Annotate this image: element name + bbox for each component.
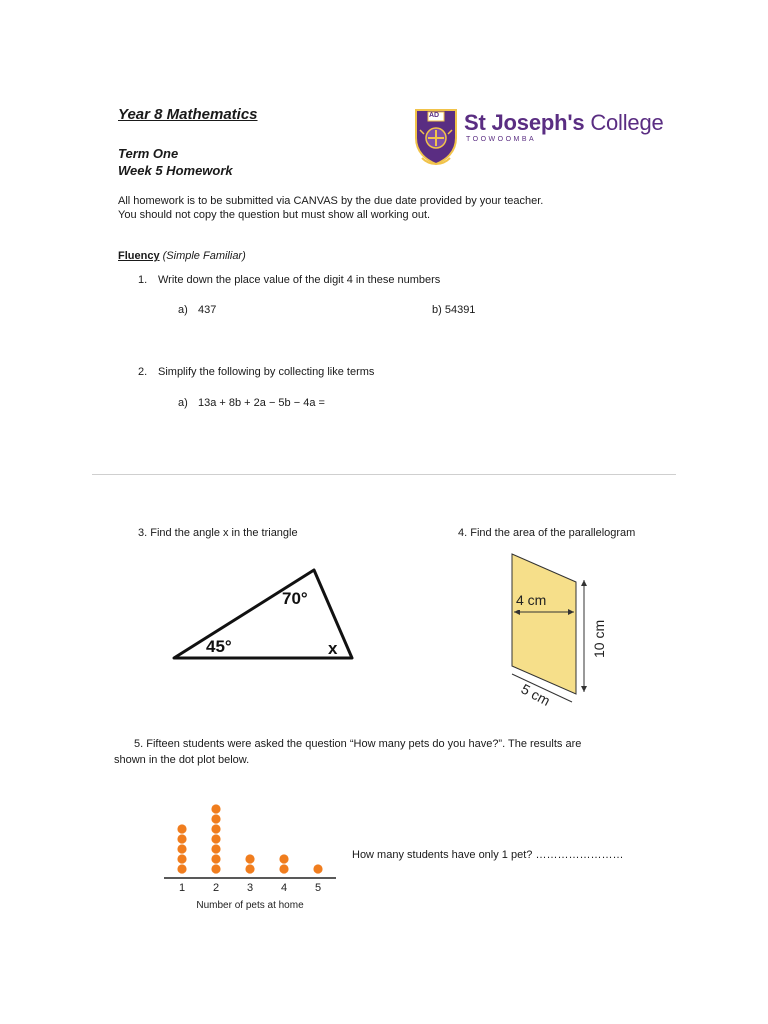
dot-2-1: [211, 864, 220, 873]
dot-5-1: [313, 864, 322, 873]
triangle-angle-right: x: [328, 639, 338, 658]
dot-plot-dots: [177, 804, 322, 873]
instruction-line-2: You should not copy the question but must show all working out.: [118, 209, 431, 221]
dot-2-7: [211, 804, 220, 813]
tick-label-5: 5: [314, 882, 322, 894]
q2-number: 2.: [138, 366, 148, 378]
dot-1-2: [177, 854, 186, 863]
college-name-part1: St Joseph's: [464, 110, 585, 135]
tick-label-1: 1: [178, 882, 186, 894]
tick-label-2: 2: [212, 882, 220, 894]
q5-line-2: shown in the dot plot below.: [114, 754, 250, 766]
dot-2-4: [211, 834, 220, 843]
week-label: Week 5 Homework: [118, 163, 233, 178]
section-subheading: (Simple Familiar): [162, 250, 246, 262]
q2-a-value: 13a + 8b + 2a − 5b − 4a =: [198, 397, 325, 409]
q5-prompt: How many students have only 1 pet? ……………………: [352, 849, 624, 861]
section-heading: [118, 249, 246, 263]
parallelogram-diagram: [500, 550, 610, 710]
triangle-diagram: [168, 562, 358, 666]
q4-text: 4. Find the area of the parallelogram: [458, 527, 636, 539]
dot-plot-x-label: Number of pets at home: [196, 900, 304, 911]
dot-plot-chart: [158, 786, 342, 914]
dot-3-2: [245, 854, 254, 863]
triangle-angle-left: 45°: [206, 637, 232, 656]
triangle-angle-top: 70°: [282, 589, 308, 608]
dot-4-1: [279, 864, 288, 873]
term-label: Term One: [118, 146, 179, 161]
dot-2-5: [211, 824, 220, 833]
q1-b-value: b) 54391: [432, 304, 476, 316]
base-label: 4 cm: [516, 592, 547, 608]
height-arrow-top: [581, 580, 587, 586]
college-name-part2: College: [584, 110, 664, 135]
dot-2-6: [211, 814, 220, 823]
page-divider: [92, 474, 676, 475]
college-location: TOOWOOMBA: [466, 136, 537, 143]
height-label: 10 cm: [591, 619, 607, 658]
q3-text: 3. Find the angle x in the triangle: [138, 527, 298, 539]
q1-a-value: 437: [198, 304, 217, 316]
height-arrow-bottom: [581, 686, 587, 692]
dot-2-3: [211, 844, 220, 853]
dot-plot-tick-labels: [179, 882, 321, 894]
dot-1-4: [177, 834, 186, 843]
section-heading-label: Fluency: [118, 250, 160, 262]
dot-1-5: [177, 824, 186, 833]
tick-label-3: 3: [246, 882, 254, 894]
page-title: Year 8 Mathematics: [118, 106, 258, 123]
dot-4-2: [279, 854, 288, 863]
instruction-line-1: All homework is to be submitted via CANVAS by the due date provided by your teacher.: [118, 195, 544, 207]
q2-a-label: a): [178, 397, 188, 409]
q2-text: Simplify the following by collecting like terms: [158, 366, 375, 378]
tick-label-4: 4: [280, 882, 288, 894]
dot-1-3: [177, 844, 186, 853]
side-label: 5 cm: [518, 680, 553, 709]
q1-number: 1.: [138, 274, 148, 286]
parallelogram-shape: [512, 554, 576, 694]
q1-text: Write down the place value of the digit 4 in these numbers: [158, 274, 441, 286]
q5-line-1: 5. Fifteen students were asked the question “How many pets do you have?”. The results are: [134, 738, 582, 750]
dot-1-1: [177, 864, 186, 873]
dot-2-2: [211, 854, 220, 863]
college-crest-icon: [414, 108, 458, 173]
crest-text: AD: [429, 112, 440, 119]
dot-3-1: [245, 864, 254, 873]
q1-a-label: a): [178, 304, 188, 316]
college-name: [464, 110, 664, 136]
triangle-shape: [174, 570, 352, 658]
